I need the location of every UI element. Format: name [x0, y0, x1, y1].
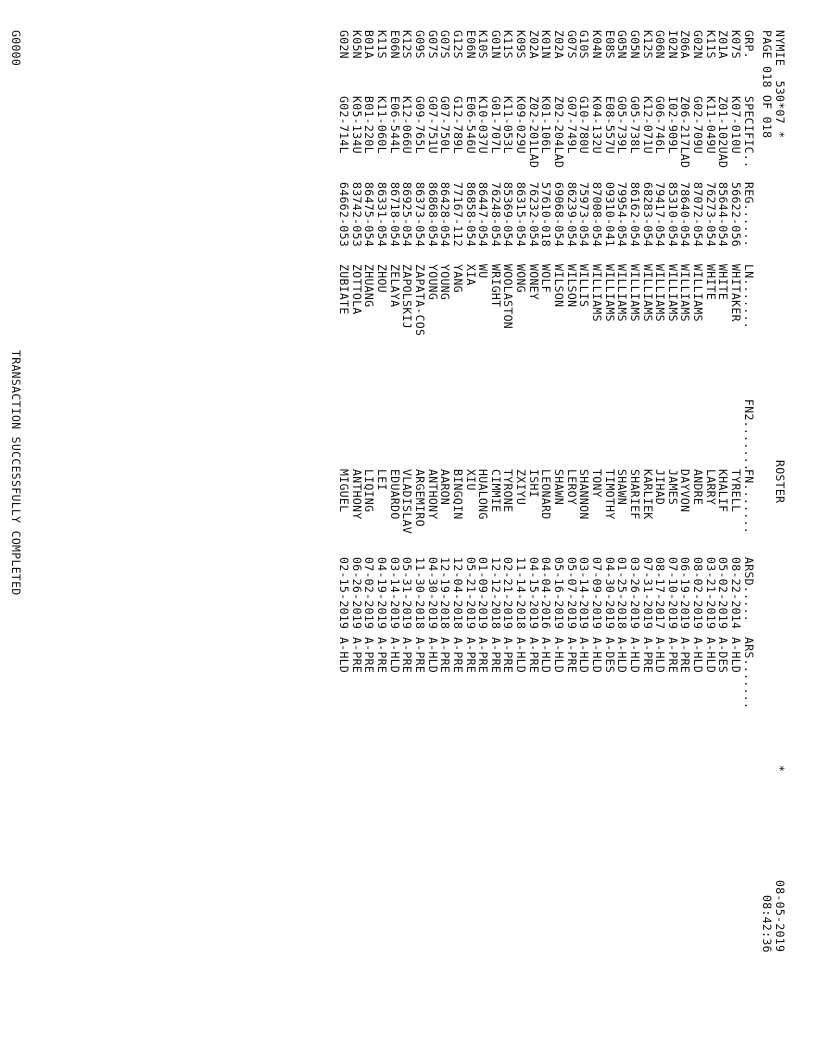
- row-last-name: WOOLASTON: [501, 264, 516, 330]
- row-first-name: TIMOTHY: [602, 469, 617, 520]
- row-specific: G06-746L: [653, 96, 668, 154]
- table-row: [502, 30, 515, 697]
- row-ars: A-HLD: [729, 637, 743, 674]
- row-last-name: WILLIAMS: [665, 264, 680, 322]
- row-reg: 79417-054: [653, 182, 668, 248]
- row-last-name: ZUBIATE: [337, 264, 352, 315]
- row-first-name: SHAWN: [615, 469, 630, 506]
- header-star: *: [773, 765, 787, 773]
- row-grp: K04N: [589, 30, 604, 59]
- row-specific: G05-739L: [615, 96, 630, 154]
- row-ars: A-PRE: [375, 637, 390, 674]
- row-specific: Z02-201LAD: [526, 96, 541, 169]
- table-row: [375, 30, 388, 697]
- row-arsd: 05-21-2019: [463, 557, 478, 630]
- row-grp: K12S: [400, 30, 415, 59]
- table-row: [641, 30, 654, 697]
- row-last-name: WILSON: [552, 264, 567, 308]
- row-grp: K05N: [349, 30, 364, 59]
- column-headers: [742, 30, 756, 710]
- row-last-name: YOUNG: [425, 264, 440, 301]
- row-grp: E08S: [602, 30, 617, 59]
- row-first-name: KARLIEK: [640, 469, 655, 520]
- row-grp: K09S: [514, 30, 529, 59]
- row-grp: G05N: [615, 30, 630, 59]
- row-ars: A-HLD: [627, 637, 642, 674]
- row-first-name: VLADISLAV: [400, 469, 415, 535]
- row-specific: K01-106L: [539, 96, 554, 154]
- row-reg: 78640-054: [678, 182, 693, 248]
- row-arsd: 11-14-2018: [514, 557, 529, 630]
- col-arsd: ARSD.....: [742, 557, 756, 623]
- row-first-name: CIMMIE: [488, 469, 503, 513]
- row-reg: 86447-054: [476, 182, 491, 248]
- row-reg: 68283-054: [640, 182, 655, 248]
- row-arsd: 02-21-2019: [501, 557, 516, 630]
- row-ars: A-PRE: [564, 637, 579, 674]
- row-grp: G01N: [488, 30, 503, 59]
- table-row: [628, 30, 641, 697]
- col-ln: LN.......: [742, 264, 756, 330]
- row-reg: 77167-112: [450, 182, 465, 248]
- row-first-name: AARON: [438, 469, 453, 506]
- row-last-name: WILLIS: [577, 264, 592, 308]
- row-last-name: YOUNG: [438, 264, 453, 301]
- row-last-name: XIA: [463, 264, 478, 286]
- row-grp: G02N: [691, 30, 706, 59]
- row-specific: K12-071U: [640, 96, 655, 154]
- table-row: [426, 30, 439, 697]
- row-reg: 57610-018: [539, 182, 554, 248]
- row-first-name: ZXIYU: [514, 469, 529, 506]
- row-specific: G05-738L: [627, 96, 642, 154]
- row-first-name: DAYVON: [678, 469, 693, 513]
- row-specific: B01-220L: [362, 96, 377, 154]
- row-last-name: WILLIAMS: [678, 264, 693, 322]
- row-reg: 85644-054: [716, 182, 731, 248]
- table-row: [729, 30, 742, 697]
- row-grp: G09S: [412, 30, 427, 59]
- table-row: [439, 30, 452, 697]
- row-grp: G12S: [450, 30, 465, 59]
- table-row: [666, 30, 679, 697]
- row-specific: K11-060L: [375, 96, 390, 154]
- row-specific: Z02-204LAD: [552, 96, 567, 169]
- row-first-name: LARRY: [703, 469, 718, 506]
- row-grp: E06N: [463, 30, 478, 59]
- table-row: [565, 30, 578, 697]
- row-last-name: WONG: [514, 264, 529, 293]
- row-grp: E06N: [387, 30, 402, 59]
- row-reg: 86162-054: [627, 182, 642, 248]
- row-arsd: 05-16-2019: [552, 557, 567, 630]
- footer-message: TRANSACTION SUCCESSFULLY COMPLETED: [9, 350, 23, 596]
- table-row: [514, 30, 527, 697]
- row-grp: B01A: [362, 30, 377, 59]
- row-grp: Z01A: [716, 30, 731, 59]
- row-grp: K12S: [640, 30, 655, 59]
- row-ars: A-DES: [602, 637, 617, 674]
- row-arsd: 02-15-2019: [337, 557, 352, 630]
- row-first-name: ISHI: [526, 469, 541, 498]
- col-ars: ARS.......: [742, 637, 756, 710]
- row-ars: A-PRE: [463, 637, 478, 674]
- row-first-name: LEROY: [564, 469, 579, 506]
- table-row: [527, 30, 540, 697]
- row-specific: G02-709U: [691, 96, 706, 154]
- row-grp: K01N: [539, 30, 554, 59]
- row-reg: 86868-054: [425, 182, 440, 248]
- row-first-name: LEI: [375, 469, 390, 491]
- row-reg: 76232-054: [526, 182, 541, 248]
- row-specific: G02-714L: [337, 96, 352, 154]
- row-specific: G01-707L: [488, 96, 503, 154]
- row-ars: A-HLD: [691, 637, 706, 674]
- row-first-name: ANDRE: [691, 469, 706, 506]
- row-first-name: SHARIEF: [627, 469, 642, 520]
- table-row: [679, 30, 692, 697]
- row-last-name: ZELAYA: [387, 264, 402, 308]
- row-ars: A-DES: [716, 637, 731, 674]
- row-grp: G07S: [438, 30, 453, 59]
- row-arsd: 07-09-2019: [589, 557, 604, 630]
- row-specific: K04-132U: [589, 96, 604, 154]
- row-specific: K11-049U: [703, 96, 718, 154]
- row-grp: G02N: [337, 30, 352, 59]
- row-last-name: WILLIAMS: [691, 264, 706, 322]
- row-last-name: WILLIAMS: [615, 264, 630, 322]
- row-arsd: 01-09-2019: [476, 557, 491, 630]
- row-arsd: 05-02-2019: [716, 557, 731, 630]
- table-row: [338, 30, 351, 697]
- row-first-name: BINGQIN: [450, 469, 465, 520]
- row-first-name: LIQING: [362, 469, 377, 513]
- row-arsd: 12-04-2018: [450, 557, 465, 630]
- table-row: [401, 30, 414, 697]
- row-last-name: WOLF: [539, 264, 554, 293]
- row-ars: A-HLD: [337, 637, 352, 674]
- row-grp: K11S: [703, 30, 718, 59]
- row-ars: A-HLD: [703, 637, 718, 674]
- row-reg: 86925-054: [400, 182, 415, 248]
- row-last-name: WONEY: [526, 264, 541, 301]
- row-specific: K10-037U: [476, 96, 491, 154]
- row-reg: 87072-054: [691, 182, 706, 248]
- row-last-name: WU: [476, 264, 491, 279]
- row-last-name: WILLIAMS: [653, 264, 668, 322]
- row-ars: A-PRE: [450, 637, 465, 674]
- row-arsd: 04-30-2019: [602, 557, 617, 630]
- row-arsd: 06-19-2019: [678, 557, 693, 630]
- row-ars: A-PRE: [412, 637, 427, 674]
- row-last-name: ZHOU: [375, 264, 390, 293]
- row-reg: 86373-054: [412, 182, 427, 248]
- table-row: [413, 30, 426, 697]
- row-ars: A-PRE: [476, 637, 491, 674]
- row-arsd: 07-02-2019: [362, 557, 377, 630]
- row-specific: K12-066U: [400, 96, 415, 154]
- report-time: 08:42:36: [760, 895, 774, 953]
- row-arsd: 08-02-2019: [691, 557, 706, 630]
- table-row: [350, 30, 363, 697]
- row-reg: 86239-054: [564, 182, 579, 248]
- table-row: [691, 30, 704, 697]
- row-specific: I02-909L: [665, 96, 680, 154]
- row-last-name: WRIGHT: [488, 264, 503, 308]
- row-last-name: WHITE: [703, 264, 718, 301]
- row-reg: 86475-054: [362, 182, 377, 248]
- row-ars: A-PRE: [400, 637, 415, 674]
- table-row: [489, 30, 502, 697]
- row-last-name: YANG: [450, 264, 465, 293]
- row-arsd: 06-26-2019: [349, 557, 364, 630]
- row-ars: A-PRE: [665, 637, 680, 674]
- row-arsd: 03-21-2019: [703, 557, 718, 630]
- row-specific: G07-749L: [564, 96, 579, 154]
- row-reg: 79954-054: [615, 182, 630, 248]
- row-first-name: ANTHONY: [425, 469, 440, 520]
- row-last-name: WILLIAMS: [602, 264, 617, 322]
- row-specific: K07-010U: [729, 96, 743, 154]
- row-first-name: MIGUEL: [337, 469, 352, 513]
- col-grp: GRP.: [742, 30, 756, 59]
- row-reg: 87008-054: [589, 182, 604, 248]
- row-specific: K05-134U: [349, 96, 364, 154]
- row-first-name: JIHAD: [653, 469, 668, 506]
- row-ars: A-PRE: [362, 637, 377, 674]
- table-row: [552, 30, 565, 697]
- row-first-name: TYRELL: [729, 469, 743, 513]
- row-grp: G10S: [577, 30, 592, 59]
- table-row: [578, 30, 591, 697]
- footer-code: G0000: [9, 30, 23, 67]
- row-ars: A-PRE: [678, 637, 693, 674]
- col-fn: FN.......: [742, 469, 756, 535]
- row-reg: 86428-054: [438, 182, 453, 248]
- row-reg: 76248-054: [488, 182, 503, 248]
- row-specific: Z01-102UAD: [716, 96, 731, 169]
- row-ars: A-PRE: [488, 637, 503, 674]
- row-grp: K11S: [375, 30, 390, 59]
- row-arsd: 07-10-2019: [665, 557, 680, 630]
- table-row: [451, 30, 464, 697]
- row-arsd: 04-30-2019: [425, 557, 440, 630]
- row-arsd: 03-26-2019: [627, 557, 642, 630]
- row-specific: E06-544L: [387, 96, 402, 154]
- row-last-name: WHITE: [716, 264, 731, 301]
- row-reg: 86315-054: [514, 182, 529, 248]
- row-first-name: SHANNON: [577, 469, 592, 520]
- row-first-name: ARGEMIRO: [412, 469, 427, 527]
- row-last-name: WILLIAMS: [589, 264, 604, 322]
- row-arsd: 12-19-2018: [438, 557, 453, 630]
- row-ars: A-PRE: [349, 637, 364, 674]
- roster-rows: [338, 30, 743, 697]
- table-row: [464, 30, 477, 697]
- row-first-name: JAMES: [665, 469, 680, 506]
- table-row: [603, 30, 616, 697]
- row-grp: G07S: [564, 30, 579, 59]
- row-reg: 86718-054: [387, 182, 402, 248]
- row-arsd: 04-19-2019: [375, 557, 390, 630]
- table-row: [590, 30, 603, 697]
- row-reg: 85310-054: [665, 182, 680, 248]
- row-specific: Z06-217LAD: [678, 96, 693, 169]
- row-grp: I02N: [665, 30, 680, 59]
- row-reg: 64662-053: [337, 182, 352, 248]
- table-row: [616, 30, 629, 697]
- col-specific: SPECIFIC..: [742, 96, 756, 169]
- row-arsd: 01-25-2018: [615, 557, 630, 630]
- report-date: 08-05-2019: [773, 880, 787, 953]
- row-arsd: 05-07-2019: [564, 557, 579, 630]
- row-reg: 69068-054: [552, 182, 567, 248]
- row-ars: A-PRE: [438, 637, 453, 674]
- row-arsd: 08-17-2017: [653, 557, 668, 630]
- row-ars: A-HLD: [425, 637, 440, 674]
- table-row: [540, 30, 553, 697]
- row-specific: E06-546U: [463, 96, 478, 154]
- row-reg: 56622-056: [729, 182, 743, 248]
- row-first-name: TYRONE: [501, 469, 516, 513]
- row-ars: A-HLD: [653, 637, 668, 674]
- row-grp: Z02A: [526, 30, 541, 59]
- row-grp: G07S: [425, 30, 440, 59]
- row-first-name: ANTHONY: [349, 469, 364, 520]
- row-first-name: TONY: [589, 469, 604, 498]
- row-grp: G06N: [653, 30, 668, 59]
- row-last-name: WILSON: [564, 264, 579, 308]
- row-grp: K10S: [476, 30, 491, 59]
- row-first-name: KHALIF: [716, 469, 731, 513]
- row-last-name: WILLIAMS: [627, 264, 642, 322]
- table-row: [477, 30, 490, 697]
- row-ars: A-HLD: [387, 637, 402, 674]
- row-grp: K11S: [501, 30, 516, 59]
- row-ars: A-HLD: [552, 637, 567, 674]
- row-arsd: 05-31-2019: [400, 557, 415, 630]
- row-grp: Z02A: [552, 30, 567, 59]
- row-reg: 83742-053: [349, 182, 364, 248]
- row-specific: K11-053L: [501, 96, 516, 154]
- row-reg: 86331-054: [375, 182, 390, 248]
- row-first-name: LEONARD: [539, 469, 554, 520]
- row-reg: 85369-054: [501, 182, 516, 248]
- row-ars: A-PRE: [501, 637, 516, 674]
- row-last-name: ZOTTOLA: [349, 264, 364, 315]
- row-first-name: HUALONG: [476, 469, 491, 520]
- roster-printout: [0, 20, 800, 1030]
- row-ars: A-HLD: [615, 637, 630, 674]
- row-arsd: 04-04-2016: [539, 557, 554, 630]
- row-ars: A-HLD: [577, 637, 592, 674]
- row-ars: A-PRE: [526, 637, 541, 674]
- table-row: [717, 30, 730, 697]
- page-number: PAGE 018 OF 018: [760, 30, 774, 139]
- row-last-name: WILLIAMS: [640, 264, 655, 322]
- row-reg: 09310-041: [602, 182, 617, 248]
- row-specific: G10-780U: [577, 96, 592, 154]
- row-last-name: ZHUANG: [362, 264, 377, 308]
- row-specific: G07-750L: [438, 96, 453, 154]
- report-id: NYMIE 530*07 *: [773, 30, 787, 139]
- row-last-name: ZAPOLSKIJ: [400, 264, 415, 330]
- row-first-name: EDUARDO: [387, 469, 402, 520]
- table-row: [388, 30, 401, 697]
- row-first-name: SHAWN: [552, 469, 567, 506]
- row-arsd: 04-15-2019: [526, 557, 541, 630]
- row-ars: A-HLD: [539, 637, 554, 674]
- row-reg: 86858-054: [463, 182, 478, 248]
- row-reg: 75973-054: [577, 182, 592, 248]
- row-specific: G09-765L: [412, 96, 427, 154]
- row-arsd: 03-14-2019: [387, 557, 402, 630]
- row-grp: Z06A: [678, 30, 693, 59]
- row-specific: G12-789L: [450, 96, 465, 154]
- row-grp: K07S: [729, 30, 743, 59]
- row-arsd: 11-30-2018: [412, 557, 427, 630]
- col-fn2: FN2.......: [742, 399, 756, 472]
- row-ars: A-PRE: [640, 637, 655, 674]
- row-specific: G07-751U: [425, 96, 440, 154]
- row-grp: G05N: [627, 30, 642, 59]
- table-row: [654, 30, 667, 697]
- row-ars: A-HLD: [589, 637, 604, 674]
- col-reg: REG......: [742, 182, 756, 248]
- row-ars: A-HLD: [514, 637, 529, 674]
- row-specific: K09-029U: [514, 96, 529, 154]
- report-title: ROSTER: [773, 460, 787, 504]
- row-last-name: ZAPATA-COS: [412, 264, 427, 337]
- row-last-name: WHITAKER: [729, 264, 743, 322]
- table-row: [363, 30, 376, 697]
- row-arsd: 07-31-2019: [640, 557, 655, 630]
- row-arsd: 03-14-2019: [577, 557, 592, 630]
- row-arsd: 12-12-2018: [488, 557, 503, 630]
- table-row: [704, 30, 717, 697]
- row-arsd: 08-22-2014: [729, 557, 743, 630]
- row-reg: 76273-054: [703, 182, 718, 248]
- row-first-name: XIU: [463, 469, 478, 491]
- row-specific: E08-557U: [602, 96, 617, 154]
